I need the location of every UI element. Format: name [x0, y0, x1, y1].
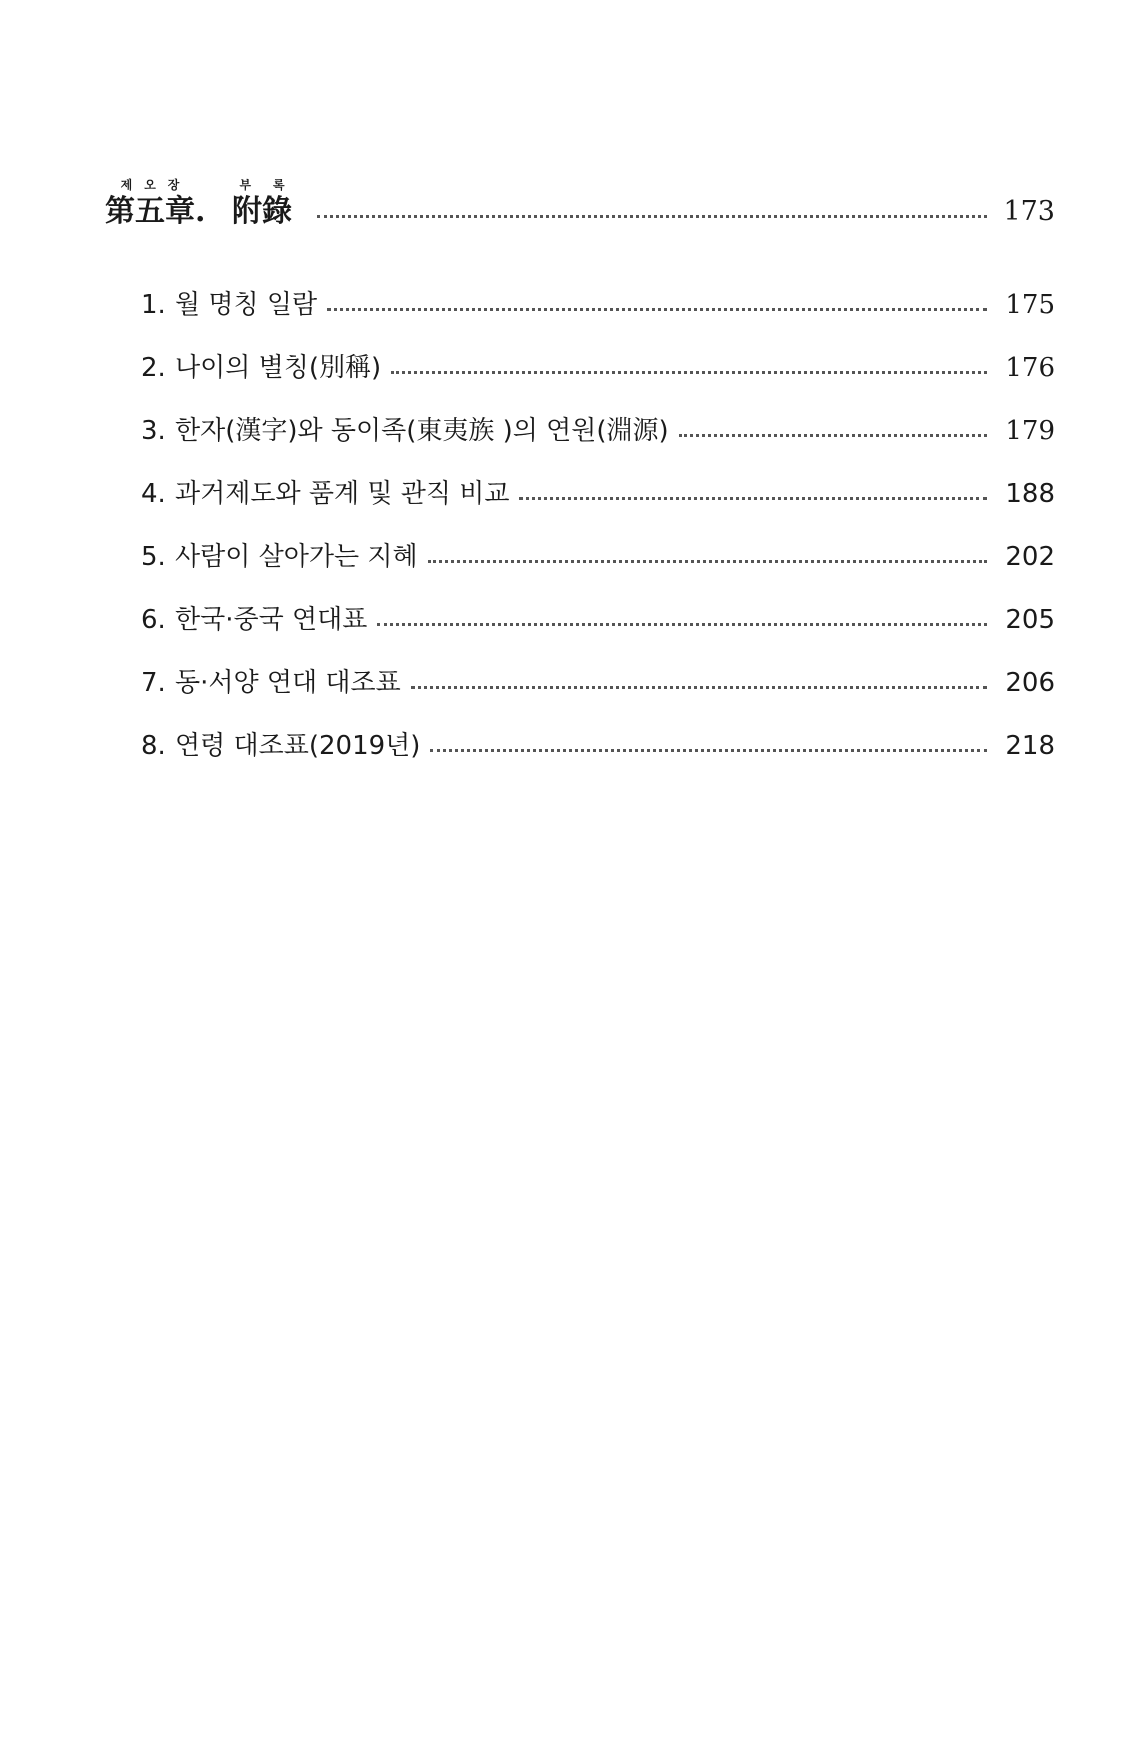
entry-title: 한국·중국 연대표 [175, 605, 368, 635]
entry-title: 연령 대조표(2019년) [175, 731, 421, 761]
entry-page-number: 202 [1005, 542, 1055, 572]
chapter-heading [105, 168, 1055, 230]
dot-leader [428, 560, 987, 563]
entry-page-number: 218 [1005, 731, 1055, 761]
dot-leader [317, 215, 987, 218]
entry-number: 7. [141, 668, 166, 698]
entry-number: 4. [141, 479, 166, 509]
entry-number: 8. [141, 731, 166, 761]
entry-number: 5. [141, 542, 166, 572]
dot-leader [391, 371, 987, 374]
entry-number: 3. [141, 416, 166, 446]
entry-title: 한자(漢字)와 동이족(東夷族 )의 연원(淵源) [175, 416, 669, 446]
toc-entry-6[interactable] [141, 575, 1055, 638]
dot-leader [679, 434, 987, 437]
dot-leader [411, 686, 987, 689]
dot-leader [327, 308, 987, 311]
chapter-number-group [105, 178, 195, 230]
entry-title: 과거제도와 품계 및 관직 비교 [175, 479, 510, 509]
chapter-number: 第五章 [105, 194, 195, 229]
entry-number: 6. [141, 605, 166, 635]
entry-page-number: 205 [1005, 605, 1055, 635]
entry-page-number: 175 [1005, 290, 1055, 320]
chapter-period: . [195, 194, 206, 229]
entry-number: 1. [141, 290, 166, 320]
toc-entry-2[interactable] [141, 323, 1055, 386]
entry-title: 동·서양 연대 대조표 [175, 668, 401, 698]
entry-page-number: 179 [1005, 416, 1055, 446]
entry-page-number: 188 [1005, 479, 1055, 509]
toc-entry-1[interactable] [141, 260, 1055, 323]
toc-entry-7[interactable] [141, 638, 1055, 701]
dot-leader [377, 623, 987, 626]
chapter-title-group [217, 178, 306, 230]
chapter-number-ruby: 제오장 [120, 178, 192, 192]
chapter-title-ruby: 부록 [239, 178, 307, 192]
toc-entry-8[interactable] [141, 701, 1055, 764]
dot-leader [430, 749, 987, 752]
toc-entry-4[interactable] [141, 449, 1055, 512]
entry-page-number: 176 [1005, 353, 1055, 383]
entry-title: 나이의 별칭(別稱) [175, 353, 382, 383]
entry-page-number: 206 [1005, 668, 1055, 698]
table-of-contents [105, 168, 1055, 764]
chapter-title: 附錄 [232, 194, 293, 229]
entry-number: 2. [141, 353, 166, 383]
dot-leader [519, 497, 987, 500]
toc-entry-5[interactable] [141, 512, 1055, 575]
toc-entry-3[interactable] [141, 386, 1055, 449]
chapter-page-number: 173 [1003, 196, 1055, 227]
entry-title: 사람이 살아가는 지혜 [175, 542, 418, 572]
entry-title: 월 명칭 일람 [175, 290, 318, 320]
chapter-title-block [105, 178, 307, 230]
